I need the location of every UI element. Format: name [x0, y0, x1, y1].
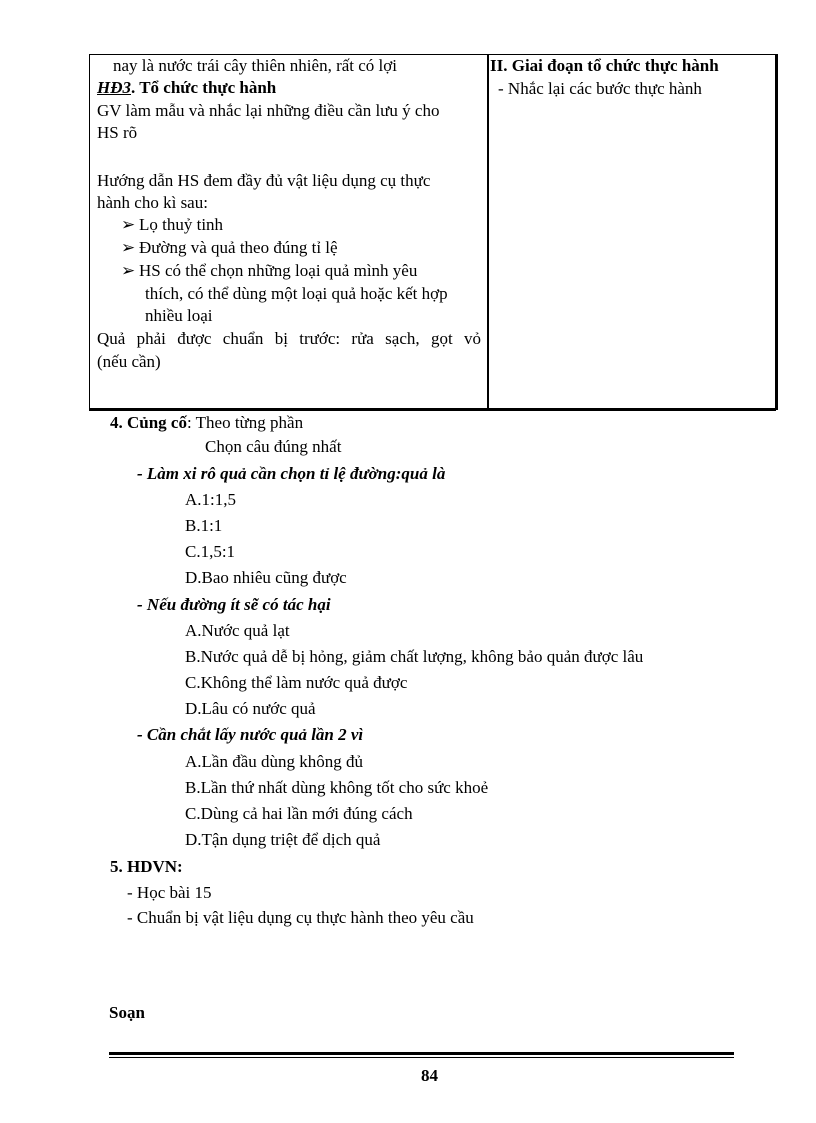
answer-option: C.Dùng cả hai lần mới đúng cách	[185, 804, 413, 823]
table-border-middle	[487, 54, 489, 410]
bullet-item: ➢ HS có thể chọn những loại quả mình yêu	[121, 261, 418, 280]
table-border-right	[775, 54, 778, 410]
arrow-bullet-icon: ➢	[121, 261, 136, 280]
bullet-continuation-2: nhiều loại	[145, 306, 213, 325]
question-2: - Nếu đường ít sẽ có tác hại	[137, 595, 331, 614]
prep-line-1: Quả phải được chuẩn bị trước: rửa sạch, gọt vỏ	[97, 329, 481, 348]
answer-option: D.Bao nhiêu cũng được	[185, 568, 347, 587]
activity-title: . Tổ chức thực hành	[131, 78, 277, 97]
guide-line-1: Hướng dẫn HS đem đầy đủ vật liệu dụng cụ thực	[97, 171, 431, 190]
activity-heading	[97, 77, 276, 99]
homework-item: - Chuẩn bị vật liệu dụng cụ thực hành theo yêu cầu	[127, 908, 474, 927]
answer-option: B.1:1	[185, 516, 223, 535]
activity-label: HĐ3	[97, 78, 131, 97]
teacher-demo-line-2: HS rõ	[97, 123, 138, 142]
question-1: - Làm xi rô quả cần chọn tỉ lệ đường:quả là	[137, 464, 446, 483]
answer-option: D.Lâu có nước quả	[185, 699, 316, 718]
answer-option: A.Lần đầu dùng không đủ	[185, 752, 364, 771]
homework-heading: 5. HDVN:	[110, 857, 183, 876]
answer-option: B.Lần thứ nhất dùng không tốt cho sức khoẻ	[185, 778, 489, 797]
prep-line-2: (nếu cần)	[97, 352, 161, 371]
answer-option: D.Tận dụng triệt để dịch quả	[185, 830, 381, 849]
bullet-continuation-1: thích, có thể dùng một loại quả hoặc kết hợp	[145, 284, 448, 303]
answer-option: B.Nước quả dễ bị hỏng, giảm chất lượng, không bảo quản được lâu	[185, 647, 644, 666]
bullet-item: ➢ Đường và quả theo đúng tỉ lệ	[121, 238, 338, 257]
answer-option: C.1,5:1	[185, 542, 236, 561]
soan-label: Soạn	[109, 1003, 145, 1022]
bullet-item: ➢ Lọ thuỷ tinh	[121, 215, 224, 234]
guide-line-2: hành cho kì sau:	[97, 193, 208, 212]
teacher-demo-line-1: GV làm mẫu và nhắc lại những điều cần lưu ý cho	[97, 101, 440, 120]
stage-item: - Nhắc lại các bước thực hành	[498, 79, 702, 98]
consolidation-instruction: Chọn câu đúng nhất	[205, 437, 342, 456]
homework-item: - Học bài 15	[127, 883, 212, 902]
answer-option: A.1:1,5	[185, 490, 236, 509]
footer-rule-thick	[109, 1052, 734, 1055]
stage-heading: II. Giai đoạn tổ chức thực hành	[490, 56, 719, 75]
consolidation-heading	[110, 412, 303, 434]
arrow-bullet-icon: ➢	[121, 215, 136, 234]
answer-option: A.Nước quả lạt	[185, 621, 290, 640]
consolidation-text: : Theo từng phần	[186, 413, 304, 432]
footer-rule-thin	[109, 1057, 734, 1058]
page-number: 84	[421, 1066, 438, 1085]
left-line-1: nay là nước trái cây thiên nhiên, rất có lợi	[113, 56, 397, 75]
answer-option: C.Không thể làm nước quả được	[185, 673, 408, 692]
question-3: - Cần chắt lấy nước quả lần 2 vì	[137, 725, 364, 744]
arrow-bullet-icon: ➢	[121, 238, 136, 257]
consolidation-label: 4. Củng cố	[110, 413, 187, 432]
table-border-bottom	[89, 408, 776, 411]
table-border-left	[89, 54, 90, 410]
